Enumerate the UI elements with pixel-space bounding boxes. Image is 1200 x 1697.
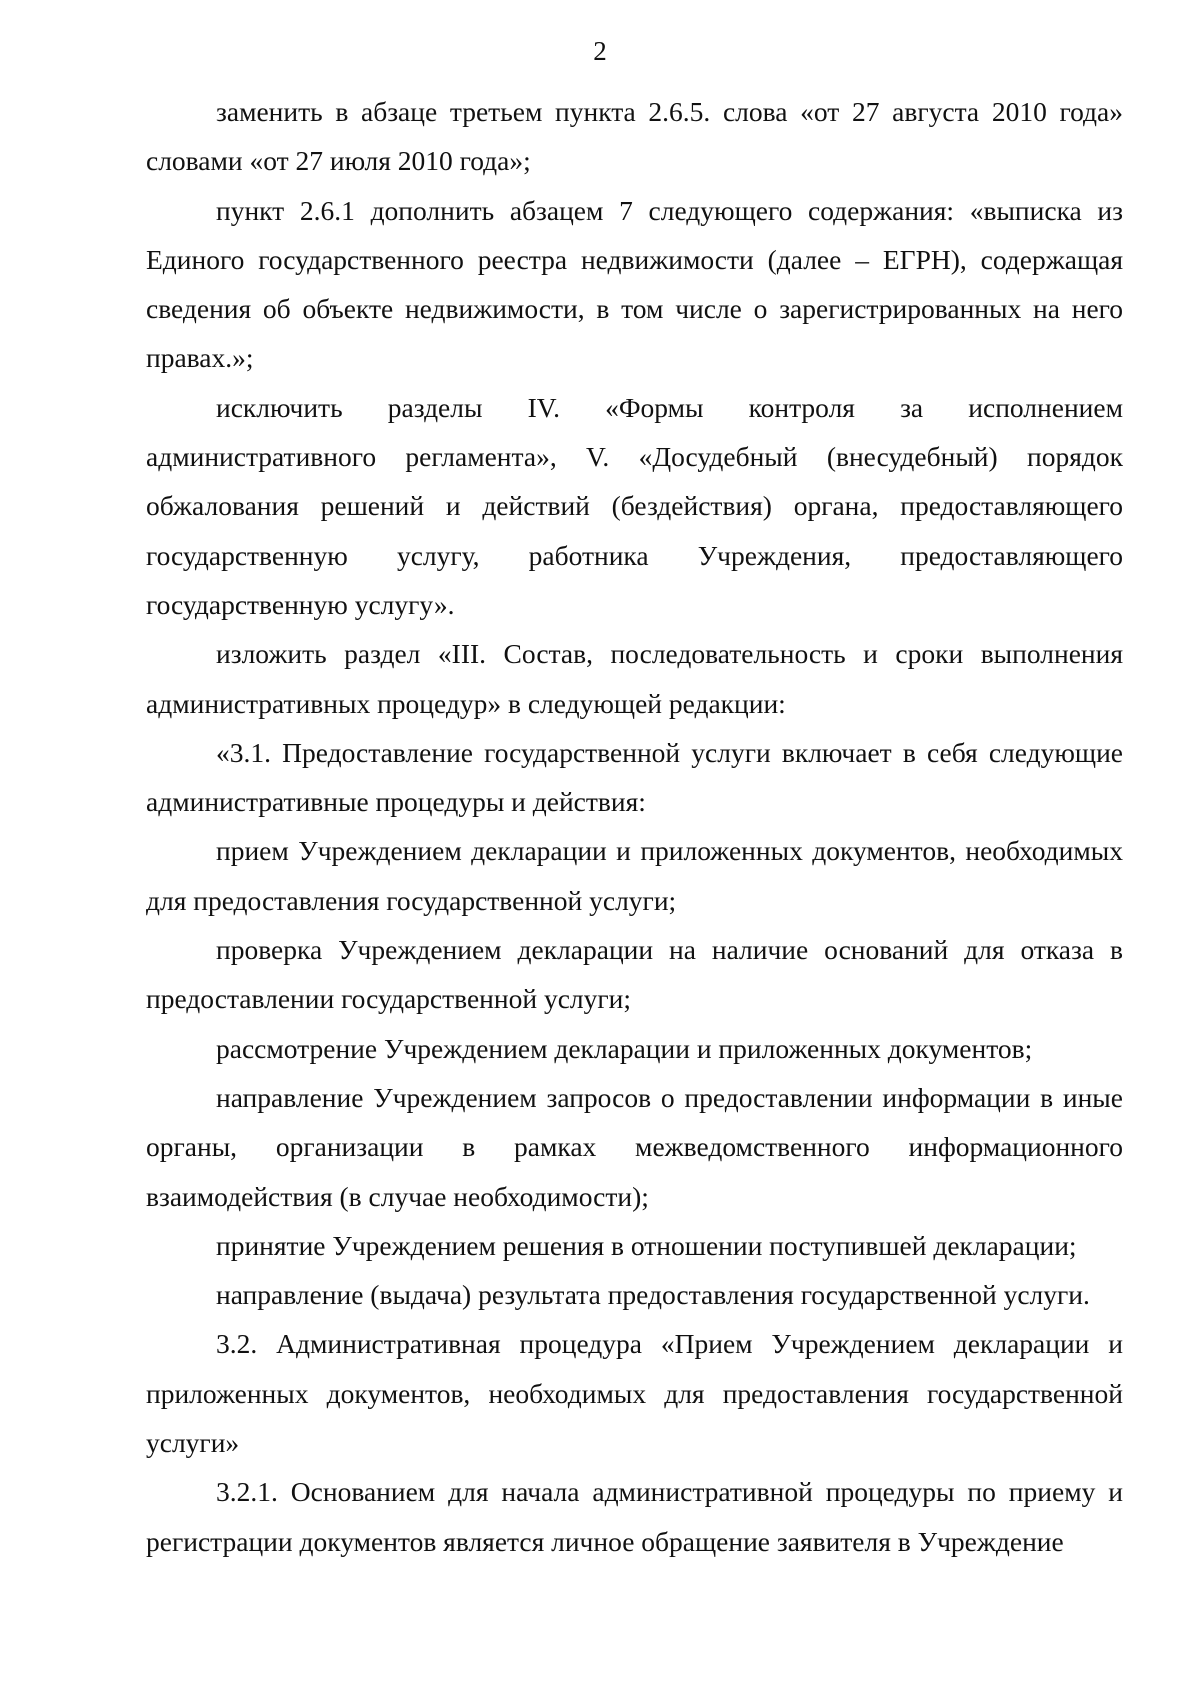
paragraph-3-2-1: 3.2.1. Основанием для начала административной процедуры по приему и регистрации документов является личное обращение заявителя в Учреждение [146,1476,1123,1557]
list-item-procedure: проверка Учреждением декларации на наличие оснований для отказа в предоставлении государственной услуги; [146,934,1123,1015]
list-item-procedure: прием Учреждением декларации и приложенных документов, необходимых для предоставления государственной услуги; [146,835,1123,916]
list-item-procedure: принятие Учреждением решения в отношении поступившей декларации; [216,1229,1077,1261]
paragraph-3-1: «3.1. Предоставление государственной услуги включает в себя следующие административные процедуры и действия: [146,736,1123,818]
paragraph-3-2-heading: 3.2. Административная процедура «Прием Учреждением декларации и приложенных документов, необходимых для предоставления государственной услуги» [146,1328,1123,1459]
page-number: 2 [593,36,607,66]
list-item-procedure: рассмотрение Учреждением декларации и приложенных документов; [216,1032,1033,1064]
document-body [146,87,1123,1566]
paragraph-amend-2-6-5: заменить в абзаце третьем пункта 2.6.5. слова «от 27 августа 2010 года» словами «от 27 июля 2010 года»; [146,96,1123,177]
paragraph-amend-2-6-1: пункт 2.6.1 дополнить абзацем 7 следующего содержания: «выписка из Единого государственного реестра недвижимости (далее – ЕГРН), содержащая сведения об объекте недвижимости, в том числе о зарегистрированных на него правах.»; [146,194,1123,374]
list-item-procedure: направление (выдача) результата предоставления государственной услуги. [216,1279,1090,1311]
paragraph-restate-section-3: изложить раздел «III. Состав, последовательность и сроки выполнения административных процедур» в следующей редакции: [146,638,1123,719]
paragraph-exclude-sections: исключить разделы IV. «Формы контроля за исполнением административного регламента», V. «Досудебный (внесудебный) порядок обжалования решений и действий (бездействия) органа, предоставляющего государственную услугу, работника Учреждения, предоставляющего государственную услугу». [146,391,1123,620]
list-item-procedure: направление Учреждением запросов о предоставлении информации в иные органы, организации в рамках межведомственного информационного взаимодействия (в случае необходимости); [146,1081,1123,1212]
